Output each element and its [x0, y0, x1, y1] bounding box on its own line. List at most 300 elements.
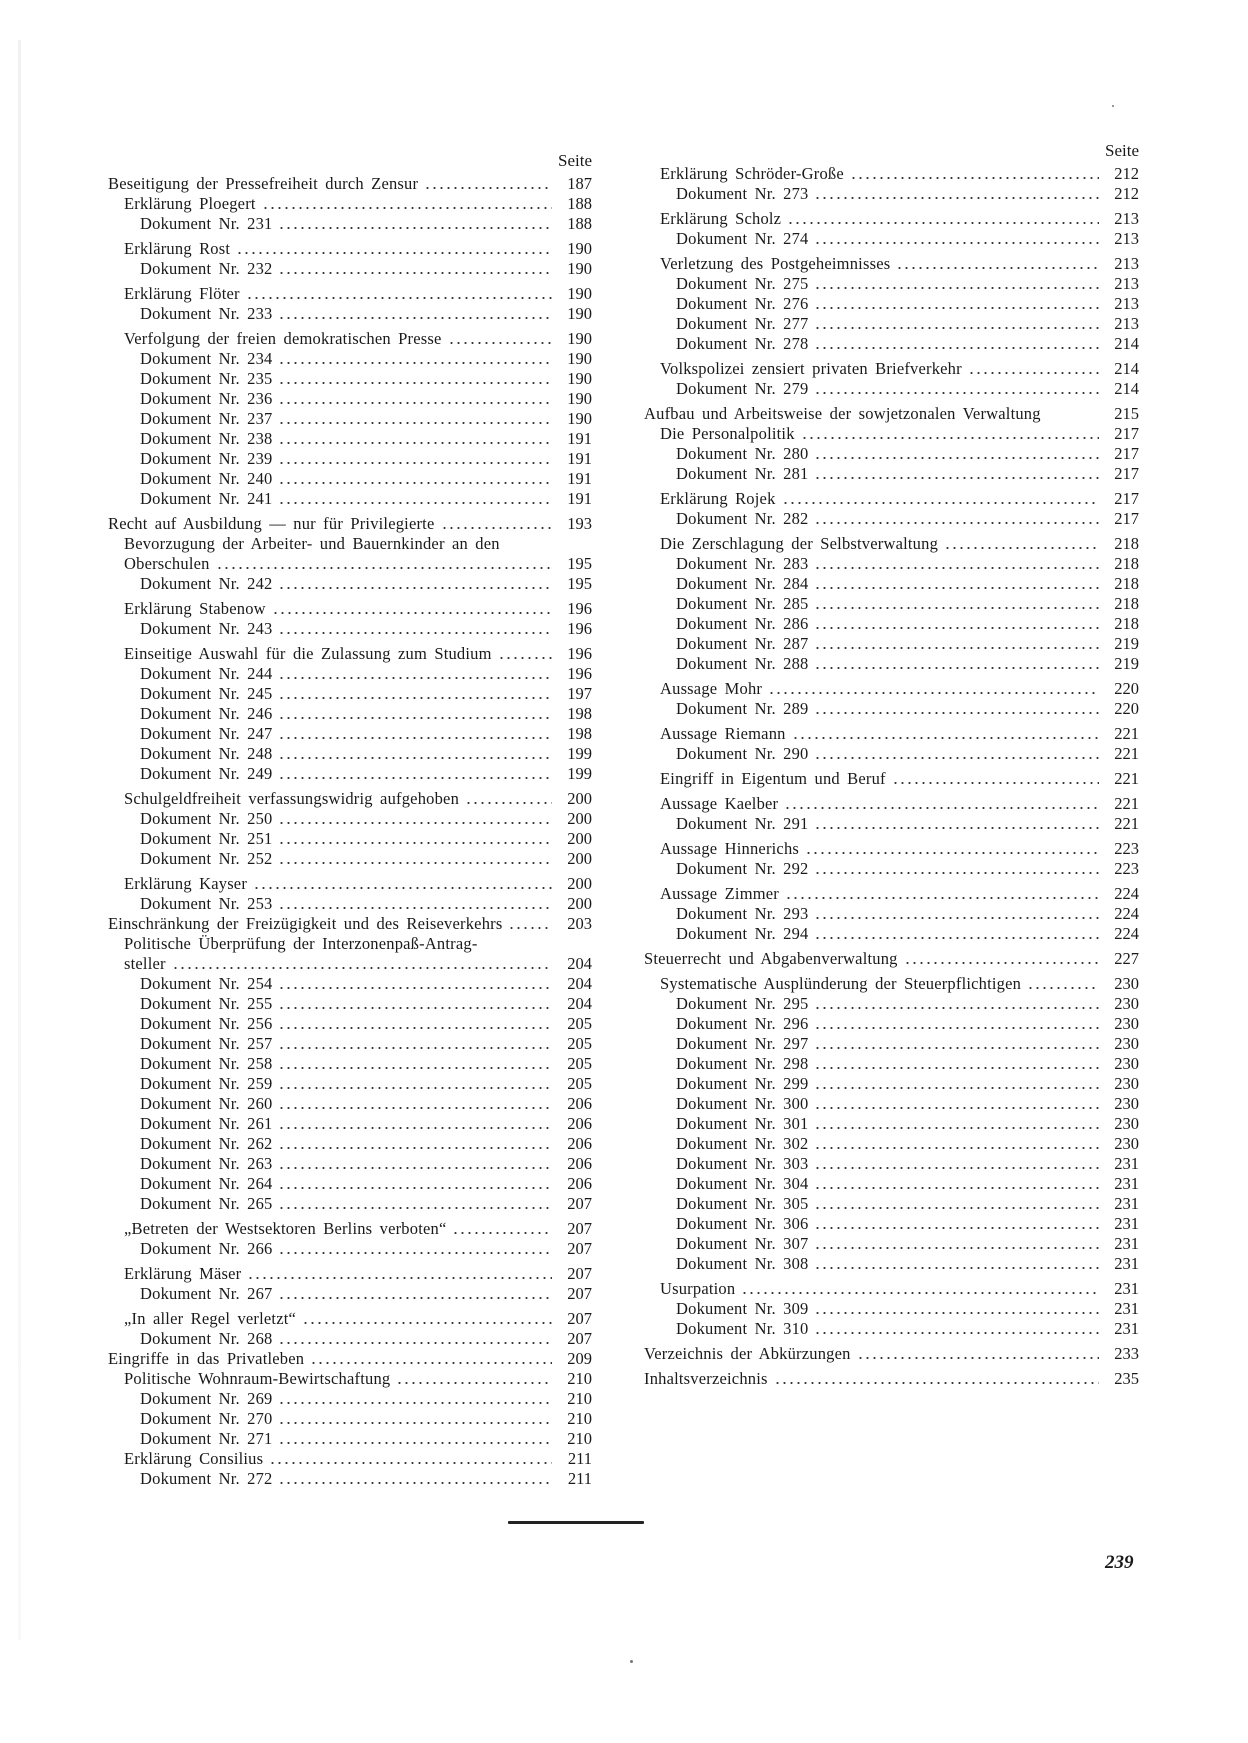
toc-entry-title: „Betreten der Westsektoren Berlins verboten“: [124, 1219, 447, 1238]
toc-page-number: 221: [1114, 769, 1139, 788]
toc-page-number: 193: [567, 514, 592, 533]
toc-entry-row: [108, 514, 592, 534]
toc-page-number: 199: [567, 764, 592, 783]
toc-entry-title: Dokument Nr. 292: [676, 859, 809, 878]
toc-document-row: [644, 699, 1139, 719]
toc-entry-row: [108, 914, 592, 934]
toc-entry-row: [108, 534, 592, 554]
toc-document-row: [108, 1389, 592, 1409]
toc-document-row: [108, 1074, 592, 1094]
toc-document-row: [644, 334, 1139, 354]
toc-entry-title: Dokument Nr. 274: [676, 229, 809, 248]
toc-page-number: 214: [1114, 359, 1139, 378]
toc-document-row: [644, 634, 1139, 654]
toc-entry-title: Dokument Nr. 289: [676, 699, 809, 718]
toc-entry-title: Dokument Nr. 285: [676, 594, 809, 613]
dot-leader: [814, 1027, 1099, 1029]
toc-document-row: [108, 1239, 592, 1259]
toc-page-number: 227: [1114, 949, 1139, 968]
toc-document-row: [108, 1174, 592, 1194]
dot-leader: [278, 1067, 552, 1069]
toc-entry-title: Dokument Nr. 232: [140, 259, 273, 278]
dot-leader: [857, 1357, 1099, 1359]
toc-page-number: 230: [1114, 1074, 1139, 1093]
toc-page-number: 199: [567, 744, 592, 763]
toc-entry-title: Dokument Nr. 287: [676, 634, 809, 653]
toc-document-row: [108, 1134, 592, 1154]
toc-entry-title: Dokument Nr. 310: [676, 1319, 809, 1338]
toc-page-number: 230: [1114, 1034, 1139, 1053]
toc-document-row: [644, 1014, 1139, 1034]
toc-page-number: 204: [567, 994, 592, 1013]
toc-entry-title: Dokument Nr. 277: [676, 314, 809, 333]
toc-entries-right: [644, 164, 1139, 1389]
dot-leader: [508, 927, 552, 929]
dot-leader: [278, 1297, 552, 1299]
toc-page-number: 207: [567, 1329, 592, 1348]
toc-entry-row: [644, 534, 1139, 554]
dot-leader: [253, 887, 552, 889]
dot-leader: [814, 1007, 1099, 1009]
toc-document-row: [108, 389, 592, 409]
toc-entry-title: Dokument Nr. 293: [676, 904, 809, 923]
toc-page-number: 219: [1114, 654, 1139, 673]
toc-entry-row: [108, 554, 592, 574]
toc-entry-title: Dokument Nr. 294: [676, 924, 809, 943]
dot-leader: [506, 547, 552, 549]
toc-page-number: 224: [1114, 924, 1139, 943]
toc-entry-title: Dokument Nr. 306: [676, 1214, 809, 1233]
toc-page-number: 218: [1114, 554, 1139, 573]
dot-leader: [310, 1362, 552, 1364]
toc-entry-title: Eingriffe in das Privatleben: [108, 1349, 305, 1368]
toc-page-number: 190: [567, 239, 592, 258]
toc-entry-row: [644, 1344, 1139, 1364]
toc-entry-title: Dokument Nr. 246: [140, 704, 273, 723]
toc-page-number: 231: [1114, 1279, 1139, 1298]
toc-page-number: 211: [567, 1449, 592, 1468]
toc-entry-title: Aussage Riemann: [660, 724, 786, 743]
dot-leader: [814, 307, 1099, 309]
toc-entry-title: Die Zerschlagung der Selbstverwaltung: [660, 534, 939, 553]
toc-entry-title: Politische Wohnraum-Bewirtschaftung: [124, 1369, 391, 1388]
toc-page-number: 213: [1114, 254, 1139, 273]
toc-entry-row: [644, 1279, 1139, 1299]
toc-page-number: 220: [1114, 699, 1139, 718]
toc-entry-title: Dokument Nr. 297: [676, 1034, 809, 1053]
toc-page-number: 217: [1114, 489, 1139, 508]
dot-leader: [484, 947, 552, 949]
toc-entry-title: Aussage Mohr: [660, 679, 763, 698]
dot-leader: [278, 822, 552, 824]
toc-entry-title: Dokument Nr. 290: [676, 744, 809, 763]
toc-page-number: 206: [567, 1094, 592, 1113]
dot-leader: [944, 547, 1099, 549]
toc-entry-title: Dokument Nr. 299: [676, 1074, 809, 1093]
toc-page-number: 218: [1114, 534, 1139, 553]
toc-page-number: 210: [567, 1429, 592, 1448]
dot-leader: [278, 317, 552, 319]
toc-document-row: [644, 994, 1139, 1014]
dot-leader: [1027, 987, 1099, 989]
toc-document-row: [108, 809, 592, 829]
toc-page-number: 190: [567, 409, 592, 428]
dot-leader: [850, 177, 1099, 179]
toc-page-number: 191: [567, 469, 592, 488]
dot-leader: [441, 527, 553, 529]
toc-entry-row: [644, 359, 1139, 379]
toc-entry-title: Aufbau und Arbeitsweise der sowjetzonalen Verwaltung: [644, 404, 1041, 423]
toc-entry-title: Dokument Nr. 281: [676, 464, 809, 483]
dot-leader: [278, 462, 552, 464]
toc-page-number: 213: [1114, 274, 1139, 293]
toc-entry-row: [644, 794, 1139, 814]
toc-entry-title: Dokument Nr. 307: [676, 1234, 809, 1253]
dot-leader: [465, 802, 552, 804]
toc-entry-row: [108, 1219, 592, 1239]
toc-page-number: 213: [1114, 314, 1139, 333]
toc-entry-row: [108, 239, 592, 259]
toc-document-row: [644, 1114, 1139, 1134]
toc-page-number: 224: [1114, 904, 1139, 923]
toc-page-number: 188: [567, 214, 592, 233]
toc-page-number: 231: [1114, 1319, 1139, 1338]
toc-entry-row: [644, 489, 1139, 509]
dot-leader: [814, 1312, 1099, 1314]
dot-leader: [278, 737, 552, 739]
toc-page-number: 231: [1114, 1174, 1139, 1193]
toc-page-number: 200: [567, 789, 592, 808]
dot-leader: [278, 1422, 552, 1424]
dot-leader: [814, 522, 1099, 524]
toc-document-row: [108, 1114, 592, 1134]
toc-page-number: 212: [1114, 184, 1139, 203]
toc-page-number: 198: [567, 704, 592, 723]
toc-document-row: [108, 684, 592, 704]
dot-leader: [278, 987, 552, 989]
toc-entry-title: Dokument Nr. 235: [140, 369, 273, 388]
toc-entry-title: Dokument Nr. 248: [140, 744, 273, 763]
toc-document-row: [108, 259, 592, 279]
toc-document-row: [644, 1254, 1139, 1274]
toc-page-number: 207: [567, 1309, 592, 1328]
dot-leader: [774, 1382, 1099, 1384]
toc-page-number: 213: [1114, 294, 1139, 313]
toc-page-number: 223: [1114, 839, 1139, 858]
toc-page-number: 230: [1114, 1094, 1139, 1113]
toc-page-number: 230: [1114, 974, 1139, 993]
toc-document-row: [644, 379, 1139, 399]
toc-entry-title: Verfolgung der freien demokratischen Presse: [124, 329, 442, 348]
dot-leader: [278, 422, 552, 424]
toc-column-left: [108, 150, 592, 1489]
toc-page-number: 217: [1114, 424, 1139, 443]
dot-leader: [278, 1087, 552, 1089]
toc-document-row: [108, 449, 592, 469]
dot-leader: [278, 1187, 552, 1189]
toc-entries-left: [108, 174, 592, 1489]
toc-entry-title: Dokument Nr. 253: [140, 894, 273, 913]
dot-leader: [814, 917, 1099, 919]
dot-leader: [896, 267, 1099, 269]
dot-leader: [782, 502, 1099, 504]
toc-document-row: [108, 1409, 592, 1429]
toc-document-row: [108, 724, 592, 744]
toc-page-number: 230: [1114, 1134, 1139, 1153]
toc-entry-row: [644, 164, 1139, 184]
toc-entry-title: Dokument Nr. 270: [140, 1409, 273, 1428]
toc-page-number: 231: [1114, 1194, 1139, 1213]
dot-leader: [396, 1382, 552, 1384]
toc-entry-title: Einseitige Auswahl für die Zulassung zum Studium: [124, 644, 492, 663]
toc-entry-title: Einschränkung der Freizügigkeit und des Reiseverkehrs: [108, 914, 503, 933]
toc-entry-title: Dokument Nr. 275: [676, 274, 809, 293]
toc-entry-title: Dokument Nr. 263: [140, 1154, 273, 1173]
toc-entry-title: Dokument Nr. 251: [140, 829, 273, 848]
toc-entry-title: Dokument Nr. 242: [140, 574, 273, 593]
dot-leader: [247, 1277, 552, 1279]
toc-page-number: 200: [567, 849, 592, 868]
dot-leader: [246, 297, 552, 299]
toc-entry-title: Dokument Nr. 273: [676, 184, 809, 203]
toc-entry-title: Dokument Nr. 247: [140, 724, 273, 743]
dot-leader: [498, 657, 552, 659]
toc-document-row: [644, 229, 1139, 249]
dot-leader: [814, 757, 1099, 759]
toc-entry-title: Schulgeldfreiheit verfassungswidrig aufgehoben: [124, 789, 460, 808]
toc-entry-title: Dokument Nr. 296: [676, 1014, 809, 1033]
toc-entry-row: [644, 404, 1139, 424]
toc-page-number: 207: [567, 1219, 592, 1238]
toc-document-row: [644, 294, 1139, 314]
toc-entry-row: [108, 644, 592, 664]
toc-document-row: [108, 574, 592, 594]
toc-document-row: [644, 1154, 1139, 1174]
dot-leader: [814, 392, 1099, 394]
dot-leader: [814, 567, 1099, 569]
toc-page-number: 191: [567, 489, 592, 508]
toc-document-row: [108, 369, 592, 389]
dot-leader: [814, 457, 1099, 459]
toc-page-number: 230: [1114, 1014, 1139, 1033]
toc-entry-title: Erklärung Schröder-Große: [660, 164, 844, 183]
toc-entry-title: Dokument Nr. 260: [140, 1094, 273, 1113]
toc-page-number: 200: [567, 874, 592, 893]
toc-entry-row: [644, 424, 1139, 444]
toc-entry-row: [108, 174, 592, 194]
toc-document-row: [644, 554, 1139, 574]
toc-page-number: 206: [567, 1174, 592, 1193]
toc-entry-title: Dokument Nr. 265: [140, 1194, 273, 1213]
toc-entry-title: Dokument Nr. 300: [676, 1094, 809, 1113]
toc-page-number: 223: [1114, 859, 1139, 878]
dot-leader: [278, 1342, 552, 1344]
dot-leader: [278, 1207, 552, 1209]
dot-leader: [278, 1027, 552, 1029]
toc-entry-title: Dokument Nr. 302: [676, 1134, 809, 1153]
dot-leader: [814, 607, 1099, 609]
toc-entry-title: Dokument Nr. 269: [140, 1389, 273, 1408]
dot-leader: [892, 782, 1099, 784]
toc-entry-row: [108, 1369, 592, 1389]
toc-entry-title: Steuerrecht und Abgabenverwaltung: [644, 949, 898, 968]
toc-entry-title: Dokument Nr. 282: [676, 509, 809, 528]
dot-leader: [814, 667, 1099, 669]
toc-entry-title: Dokument Nr. 304: [676, 1174, 809, 1193]
dot-leader: [278, 362, 552, 364]
toc-page-number: 191: [567, 429, 592, 448]
dot-leader: [424, 187, 552, 189]
toc-document-row: [108, 704, 592, 724]
dot-leader: [278, 382, 552, 384]
toc-entry-title: Dokument Nr. 278: [676, 334, 809, 353]
toc-entry-title: Dokument Nr. 234: [140, 349, 273, 368]
toc-document-row: [644, 509, 1139, 529]
dot-leader: [814, 872, 1099, 874]
toc-entry-title: Dokument Nr. 267: [140, 1284, 273, 1303]
toc-document-row: [644, 1234, 1139, 1254]
toc-page-number: 231: [1114, 1154, 1139, 1173]
toc-document-row: [108, 409, 592, 429]
toc-page-number: 235: [1114, 1369, 1139, 1388]
toc-document-row: [644, 314, 1139, 334]
toc-document-row: [108, 1329, 592, 1349]
toc-entry-title: Dokument Nr. 261: [140, 1114, 273, 1133]
dot-leader: [741, 1292, 1099, 1294]
toc-entry-title: Dokument Nr. 308: [676, 1254, 809, 1273]
dot-leader: [814, 587, 1099, 589]
toc-page-number: 206: [567, 1114, 592, 1133]
toc-entry-title: Beseitigung der Pressefreiheit durch Zensur: [108, 174, 419, 193]
dot-leader: [814, 1267, 1099, 1269]
dot-leader: [269, 1462, 552, 1464]
toc-entry-title: Oberschulen: [124, 554, 210, 573]
toc-entry-row: [644, 254, 1139, 274]
toc-entry-title: Systematische Ausplünderung der Steuerpflichtigen: [660, 974, 1022, 993]
toc-entry-title: Dokument Nr. 233: [140, 304, 273, 323]
toc-entry-title: Dokument Nr. 236: [140, 389, 273, 408]
toc-document-row: [644, 614, 1139, 634]
toc-entry-title: Aussage Hinnerichs: [660, 839, 800, 858]
toc-entry-title: Verletzung des Postgeheimnisses: [660, 254, 891, 273]
toc-entry-title: steller: [124, 954, 166, 973]
toc-page-number: 224: [1114, 884, 1139, 903]
toc-page-number: 218: [1114, 594, 1139, 613]
toc-column-right: [644, 140, 1139, 1389]
toc-document-row: [644, 1054, 1139, 1074]
toc-page-number: 206: [567, 1154, 592, 1173]
dot-leader: [801, 437, 1099, 439]
dot-leader: [278, 777, 552, 779]
toc-entry-row: [644, 884, 1139, 904]
toc-page-number: 230: [1114, 1054, 1139, 1073]
toc-page-number: 205: [567, 1034, 592, 1053]
page-number: 239: [1105, 1552, 1134, 1573]
dot-leader: [278, 587, 552, 589]
toc-entry-title: Dokument Nr. 295: [676, 994, 809, 1013]
toc-entry-title: Aussage Kaelber: [660, 794, 779, 813]
toc-entry-title: Dokument Nr. 237: [140, 409, 273, 428]
toc-page-number: 207: [567, 1239, 592, 1258]
toc-entry-title: Inhaltsverzeichnis: [644, 1369, 768, 1388]
dot-leader: [814, 477, 1099, 479]
dot-leader: [814, 1067, 1099, 1069]
toc-document-row: [644, 184, 1139, 204]
toc-document-row: [108, 304, 592, 324]
toc-page-number: 230: [1114, 994, 1139, 1013]
dot-leader: [814, 1087, 1099, 1089]
toc-page-number: 204: [567, 974, 592, 993]
toc-entry-title: Dokument Nr. 303: [676, 1154, 809, 1173]
toc-entry-title: Dokument Nr. 301: [676, 1114, 809, 1133]
toc-document-row: [644, 859, 1139, 879]
dot-leader: [787, 222, 1099, 224]
toc-page-number: 231: [1114, 1214, 1139, 1233]
dot-leader: [278, 1127, 552, 1129]
toc-entry-title: Erklärung Rojek: [660, 489, 776, 508]
toc-page-number: 211: [567, 1469, 592, 1488]
toc-document-row: [644, 904, 1139, 924]
column-header-seite: Seite: [1105, 141, 1139, 160]
dot-leader: [452, 1232, 552, 1234]
toc-document-row: [644, 444, 1139, 464]
toc-entry-row: [108, 1349, 592, 1369]
toc-entry-title: Dokument Nr. 305: [676, 1194, 809, 1213]
scan-speck: [1112, 105, 1114, 107]
toc-document-row: [108, 1034, 592, 1054]
dot-leader: [278, 1402, 552, 1404]
toc-document-row: [644, 1074, 1139, 1094]
toc-page-number: 207: [567, 1284, 592, 1303]
toc-document-row: [644, 1319, 1139, 1339]
toc-entry-title: Dokument Nr. 276: [676, 294, 809, 313]
dot-leader: [278, 1482, 552, 1484]
toc-page-number: 190: [567, 369, 592, 388]
toc-entry-title: Erklärung Rost: [124, 239, 231, 258]
toc-document-row: [108, 994, 592, 1014]
toc-entry-row: [644, 769, 1139, 789]
toc-entry-title: Erklärung Ploegert: [124, 194, 256, 213]
toc-page-number: 221: [1114, 744, 1139, 763]
toc-entry-row: [108, 874, 592, 894]
toc-document-row: [644, 274, 1139, 294]
dot-leader: [814, 1187, 1099, 1189]
toc-entry-title: Dokument Nr. 250: [140, 809, 273, 828]
toc-page-number: 215: [1114, 404, 1139, 423]
dot-leader: [262, 207, 552, 209]
scan-edge-shadow: [18, 40, 21, 1640]
toc-entry-title: Politische Überprüfung der Interzonenpaß-Antrag-: [124, 934, 478, 953]
dot-leader: [785, 897, 1099, 899]
toc-page-number: 210: [567, 1409, 592, 1428]
dot-leader: [236, 252, 552, 254]
dot-leader: [814, 242, 1099, 244]
toc-page-number: 217: [1114, 509, 1139, 528]
toc-entry-title: Dokument Nr. 245: [140, 684, 273, 703]
toc-page-number: 195: [567, 554, 592, 573]
toc-page-number: 200: [567, 809, 592, 828]
dot-leader: [278, 227, 552, 229]
toc-entry-title: Dokument Nr. 298: [676, 1054, 809, 1073]
toc-page-number: 221: [1114, 794, 1139, 813]
toc-page-number: 231: [1114, 1234, 1139, 1253]
dot-leader: [172, 967, 552, 969]
toc-page-number: 191: [567, 449, 592, 468]
dot-leader: [278, 842, 552, 844]
toc-document-row: [108, 1014, 592, 1034]
dot-leader: [278, 907, 552, 909]
dot-leader: [278, 1252, 552, 1254]
